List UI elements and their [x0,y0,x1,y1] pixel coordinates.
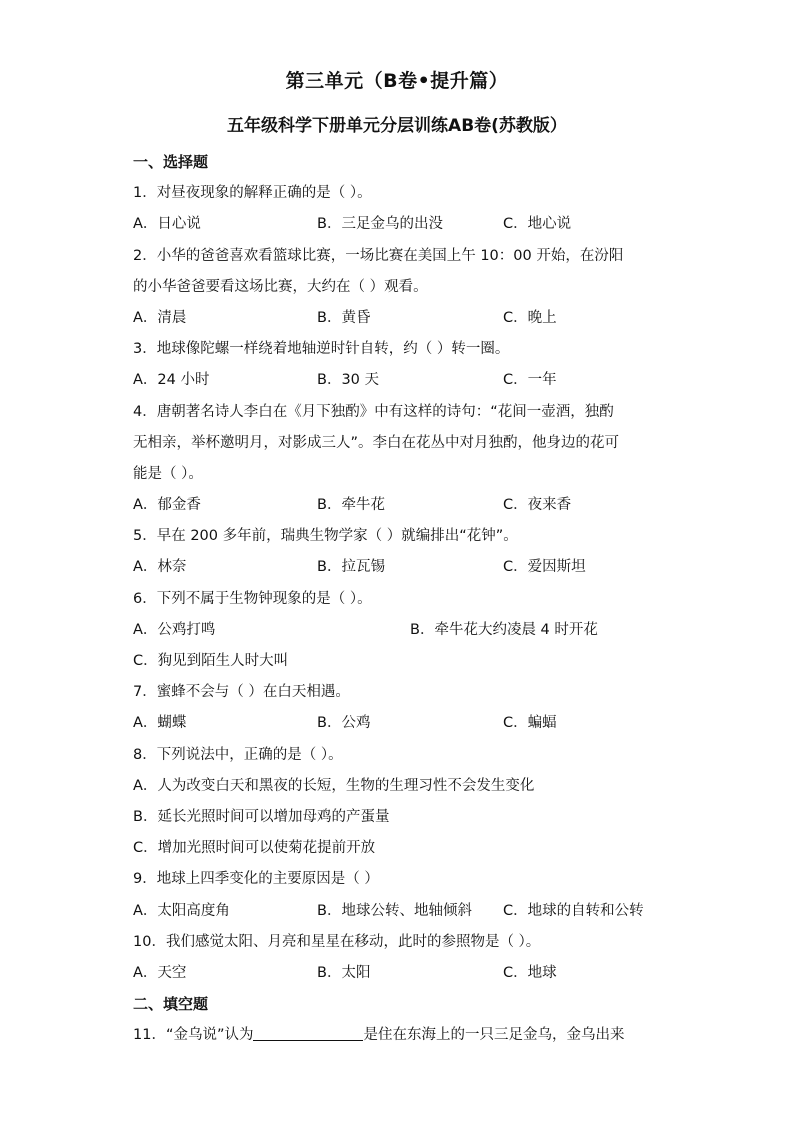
options-row [133,615,673,646]
page-title: 第三单元（B卷•提升篇） [285,70,509,92]
option-b: B．地球公转、地轴倾斜 [317,902,472,919]
question-stem: 10．我们感觉太阳、月亮和星星在移动，此时的参照物是（ ）。 [133,933,541,950]
question-stem: 4．唐朝著名诗人李白在《月下独酌》中有这样的诗句：“花间一壶酒，独酌 [133,403,614,420]
option-b: B．黄昏 [317,309,371,326]
question-stem [133,1020,673,1051]
option-a: A．天空 [133,964,187,981]
options-row [133,303,673,334]
option-b: B．拉瓦锡 [317,559,385,576]
option-b: B．牵牛花大约凌晨 4 时开花 [410,621,598,638]
options-row [133,365,673,396]
question-stem: 能是（ ）。 [133,465,203,482]
option-b: B．30 天 [317,372,380,389]
option-a: A．郁金香 [133,497,201,514]
option-a: A．太阳高度角 [133,902,230,919]
question-stem: 3．地球像陀螺一样绕着地轴逆时针自转，约（ ）转一圈。 [133,341,510,358]
option-c: C．地球 [503,964,557,981]
option-c: C．狗见到陌生人时大叫 [133,653,289,669]
option-b: B．太阳 [317,964,371,981]
options-row [133,896,673,927]
section-heading-fill: 二、填空题 [133,995,209,1014]
option-a: A．公鸡打鸣 [133,621,216,638]
options-row [133,552,673,583]
options-row [133,209,673,240]
question-stem: 8．下列说法中，正确的是（ ）。 [133,746,343,763]
question-stem: 5．早在 200 多年前，瑞典生物学家（ ）就编排出“花钟”。 [133,528,518,545]
answer-blank[interactable] [253,1022,363,1041]
question-stem: 2．小华的爸爸喜欢看篮球比赛，一场比赛在美国上午 10：00 开始，在汾阳 [133,247,624,264]
question-stem: 6．下列不属于生物钟现象的是（ ）。 [133,590,372,607]
q11-text-before: 11．“金乌说”认为 [133,1027,254,1044]
question-stem: 1．对昼夜现象的解释正确的是（ ）。 [133,185,372,202]
options-row [133,490,673,521]
option-c: C．增加光照时间可以使菊花提前开放 [133,840,376,857]
option-c: C．夜来香 [503,497,572,514]
option-b: B．公鸡 [317,715,371,732]
option-c: C．地球的自转和公转 [503,902,644,919]
option-c: C．爱因斯坦 [503,559,586,576]
option-a: A．人为改变白天和黑夜的长短，生物的生理习性不会发生变化 [133,777,535,794]
option-c: C．一年 [503,372,557,389]
option-c: C．晚上 [503,309,557,326]
option-a: A．日心说 [133,216,201,233]
option-a: A．蝴蝶 [133,715,187,732]
question-stem: 无相亲，举杯邀明月，对影成三人”。李白在花丛中对月独酌，他身边的花可 [133,434,620,451]
option-a: A．24 小时 [133,372,210,389]
option-b: B．牵牛花 [317,497,385,514]
option-c: C．蝙蝠 [503,715,557,732]
options-row [133,708,673,739]
question-list [133,147,673,1051]
question-stem: 7．蜜蜂不会与（ ）在白天相遇。 [133,684,350,701]
options-row [133,958,673,989]
option-c: C．地心说 [503,216,572,233]
section-heading-choice: 一、选择题 [133,153,209,171]
question-stem: 的小华爸爸要看这场比赛，大约在（ ）观看。 [133,278,428,295]
question-stem: 9．地球上四季变化的主要原因是（ ） [133,871,379,888]
page-subtitle: 五年级科学下册单元分层训练AB卷(苏教版） [227,116,567,136]
option-b: B．延长光照时间可以增加母鸡的产蛋量 [133,808,390,825]
q11-text-after: 是住在东海上的一只三足金乌，金乌出来 [363,1027,625,1044]
option-b: B．三足金乌的出没 [317,216,443,233]
option-a: A．清晨 [133,309,187,326]
option-a: A．林奈 [133,559,187,576]
